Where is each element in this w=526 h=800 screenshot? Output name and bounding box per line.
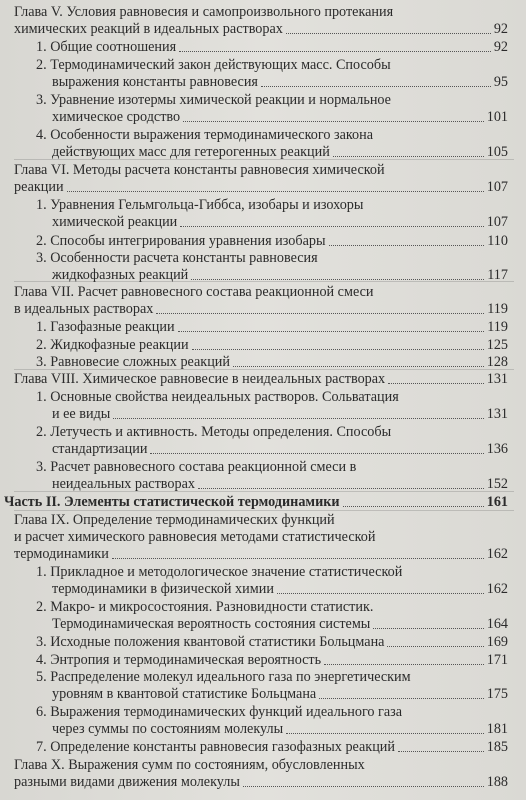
toc-leader-dots xyxy=(343,506,484,507)
toc-section-entry xyxy=(0,389,526,423)
toc-page-number: 188 xyxy=(486,774,508,790)
divider xyxy=(14,510,514,511)
toc-leader-dots xyxy=(243,786,484,787)
toc-leader-dots xyxy=(156,313,484,314)
toc-page-number: 95 xyxy=(493,74,508,90)
toc-section-entry xyxy=(0,652,526,669)
toc-leader-dots xyxy=(112,558,484,559)
divider xyxy=(14,159,514,160)
toc-leader-dots xyxy=(192,349,484,350)
toc-page-number: 131 xyxy=(486,371,508,387)
toc-entry-text: 1. Прикладное и методологическое значение статистической xyxy=(36,564,403,580)
toc-leader-dots xyxy=(113,418,483,419)
toc-leader-dots xyxy=(191,279,484,280)
toc-leader-dots xyxy=(150,453,483,454)
toc-entry-text: термодинамики xyxy=(14,546,109,562)
toc-part-entry xyxy=(0,494,526,511)
toc-leader-dots xyxy=(387,646,483,647)
divider xyxy=(14,369,514,370)
toc-leader-dots xyxy=(324,664,484,665)
toc-entry-text: выражения константы равновесия xyxy=(52,74,258,90)
toc-leader-dots xyxy=(373,628,483,629)
toc-entry-text: 3. Расчет равновесного состава реакционной смеси в xyxy=(36,459,357,475)
toc-leader-dots xyxy=(179,51,491,52)
toc-page-number: 185 xyxy=(486,739,508,755)
toc-chapter-entry xyxy=(0,757,526,791)
toc-leader-dots xyxy=(183,121,484,122)
toc-section-entry xyxy=(0,739,526,756)
toc-section-entry xyxy=(0,250,526,284)
toc-page-number: 169 xyxy=(486,634,508,650)
toc-entry-text: 2. Термодинамический закон действующих масс. Способы xyxy=(36,57,391,73)
toc-section-entry xyxy=(0,704,526,738)
toc-leader-dots xyxy=(67,191,484,192)
toc-section-entry xyxy=(0,337,526,354)
toc-section-entry xyxy=(0,39,526,56)
toc-entry-text: химическое сродство xyxy=(52,109,181,125)
toc-entry-text: разными видами движения молекулы xyxy=(14,774,240,790)
toc-entry-text: жидкофазных реакций xyxy=(52,267,189,283)
toc-section-entry xyxy=(0,634,526,651)
toc-entry-text: Часть II. Элементы статистической термодинамики xyxy=(4,494,340,510)
toc-page-number: 119 xyxy=(487,319,508,335)
toc-entry-text: Глава VIII. Химическое равновесие в неидеальных растворах xyxy=(14,371,386,387)
toc-chapter-entry xyxy=(0,512,526,563)
toc-section-entry xyxy=(0,197,526,231)
toc-section-entry xyxy=(0,92,526,126)
toc-entry-text: через суммы по состояниям молекулы xyxy=(52,721,284,737)
toc-leader-dots xyxy=(261,86,491,87)
toc-page-number: 152 xyxy=(486,476,508,492)
toc-entry-text: 2. Способы интегрирования уравнения изобары xyxy=(36,233,326,249)
toc-leader-dots xyxy=(319,698,483,699)
toc-page-number: 128 xyxy=(486,354,508,370)
toc-entry-text: Глава VII. Расчет равновесного состава реакционной смеси xyxy=(14,284,374,300)
divider xyxy=(14,281,514,282)
toc-entry-text: неидеальных растворах xyxy=(52,476,195,492)
toc-entry-text: 1. Общие соотношения xyxy=(36,39,177,55)
toc-entry-text: химических реакций в идеальных растворах xyxy=(14,21,283,37)
divider xyxy=(14,491,514,492)
toc-leader-dots xyxy=(198,488,484,489)
toc-section-entry xyxy=(0,127,526,161)
toc-entry-text: 1. Основные свойства неидеальных растворов. Сольватация xyxy=(36,389,399,405)
toc-page-number: 92 xyxy=(493,21,508,37)
toc-entry-text: стандартизации xyxy=(52,441,148,457)
toc-section-entry xyxy=(0,319,526,336)
toc-page-number: 119 xyxy=(487,301,508,317)
toc-entry-text: 1. Уравнения Гельмгольца-Гиббса, изобары и изохоры xyxy=(36,197,364,213)
toc-entry-text: Глава X. Выражения сумм по состояниям, обусловленных xyxy=(14,757,365,773)
toc-entry-text: в идеальных растворах xyxy=(14,301,154,317)
toc-entry-text: Глава V. Условия равновесия и самопроизвольного протекания xyxy=(14,4,394,20)
toc-entry-text: 6. Выражения термодинамических функций идеального газа xyxy=(36,704,403,720)
toc-section-entry xyxy=(0,459,526,493)
toc-page-number: 171 xyxy=(486,652,508,668)
toc-entry-text: 4. Энтропия и термодинамическая вероятность xyxy=(36,652,322,668)
toc-section-entry xyxy=(0,564,526,598)
toc-section-entry xyxy=(0,599,526,633)
toc-page-number: 162 xyxy=(486,581,508,597)
toc-entry-text: Глава IX. Определение термодинамических функций xyxy=(14,512,335,528)
toc-leader-dots xyxy=(180,226,483,227)
toc-entry-text: Глава VI. Методы расчета константы равновесия химической xyxy=(14,162,385,178)
toc-section-entry xyxy=(0,669,526,703)
toc-leader-dots xyxy=(329,245,485,246)
toc-page-number: 107 xyxy=(486,179,508,195)
toc-entry-text: химической реакции xyxy=(52,214,178,230)
toc-leader-dots xyxy=(388,383,484,384)
toc-entry-text: термодинамики в физической химии xyxy=(52,581,274,597)
toc-page-number: 136 xyxy=(486,441,508,457)
toc-page-number: 107 xyxy=(486,214,508,230)
toc-page-number: 101 xyxy=(486,109,508,125)
toc-entry-text: 2. Летучесть и активность. Методы определения. Способы xyxy=(36,424,392,440)
toc-chapter-entry xyxy=(0,4,526,38)
toc-entry-text: и ее виды xyxy=(52,406,111,422)
toc-section-entry xyxy=(0,424,526,458)
toc-leader-dots xyxy=(286,733,484,734)
toc-page-number: 164 xyxy=(486,616,508,632)
toc-leader-dots xyxy=(398,751,484,752)
toc-page-number: 110 xyxy=(487,233,508,249)
toc-chapter-entry xyxy=(0,162,526,196)
toc-leader-dots xyxy=(178,331,485,332)
toc-entry-text: 3. Исходные положения квантовой статистики Больцмана xyxy=(36,634,385,650)
toc-page-number: 162 xyxy=(486,546,508,562)
toc-page-number: 131 xyxy=(486,406,508,422)
toc-entry-text: и расчет химического равновесия методами статистической xyxy=(14,529,376,545)
toc-entry-text: 3. Равновесие сложных реакций xyxy=(36,354,230,370)
toc-section-entry xyxy=(0,57,526,91)
toc-page-number: 92 xyxy=(493,39,508,55)
toc-entry-text: 3. Уравнение изотермы химической реакции и нормальное xyxy=(36,92,391,108)
toc-page-number: 175 xyxy=(486,686,508,702)
toc-entry-text: реакции xyxy=(14,179,64,195)
toc-leader-dots xyxy=(277,593,484,594)
toc-entry-text: 3. Особенности расчета константы равновесия xyxy=(36,250,318,266)
toc-chapter-entry xyxy=(0,371,526,388)
toc-entry-text: 1. Газофазные реакции xyxy=(36,319,175,335)
toc-leader-dots xyxy=(233,366,484,367)
toc-entry-text: 2. Жидкофазные реакции xyxy=(36,337,189,353)
toc-entry-text: 2. Макро- и микросостояния. Разновидности статистик. xyxy=(36,599,374,615)
toc-section-entry xyxy=(0,233,526,250)
toc-entry-text: уровням в квантовой статистике Больцмана xyxy=(52,686,317,702)
toc-page-number: 181 xyxy=(486,721,508,737)
toc-entry-text: Термодинамическая вероятность состояния системы xyxy=(52,616,371,632)
toc-chapter-entry xyxy=(0,284,526,318)
toc-leader-dots xyxy=(286,33,491,34)
toc-page-number: 105 xyxy=(486,144,508,160)
toc-entry-text: 5. Распределение молекул идеального газа по энергетическим xyxy=(36,669,411,685)
toc-page-number: 125 xyxy=(486,337,508,353)
toc-entry-text: 7. Определение константы равновесия газофазных реакций xyxy=(36,739,395,755)
toc-page-number: 117 xyxy=(487,267,508,283)
toc-entry-text: действующих масс для гетерогенных реакций xyxy=(52,144,330,160)
toc-entry-text: 4. Особенности выражения термодинамического закона xyxy=(36,127,374,143)
toc-page-number: 161 xyxy=(486,494,508,510)
toc-leader-dots xyxy=(333,156,484,157)
